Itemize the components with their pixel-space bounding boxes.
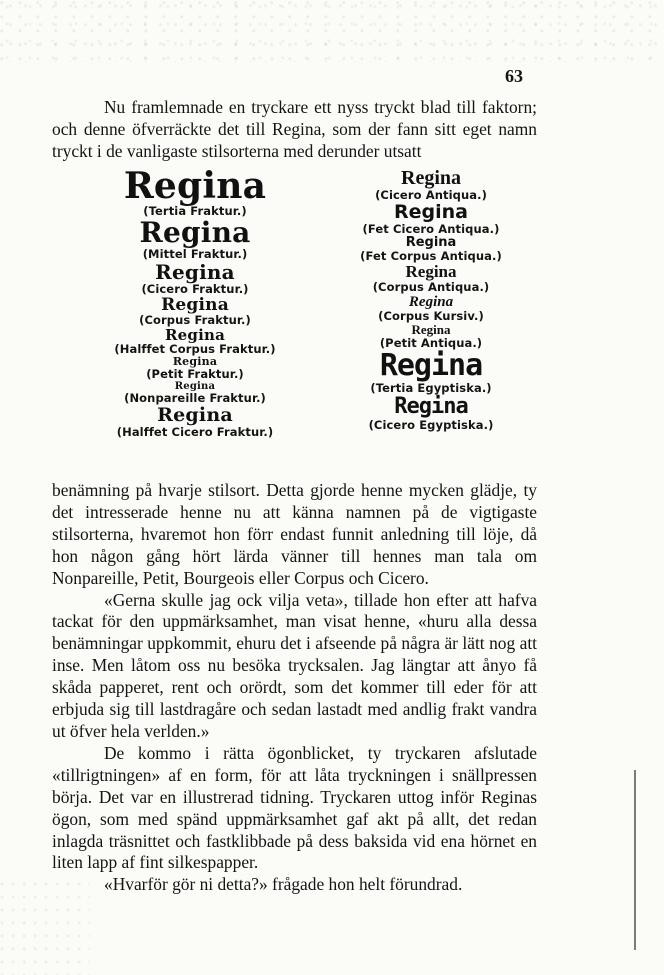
specimen-corpus-kursiv: Regina <box>408 294 454 310</box>
specimen-fet-cicero-antiqua: Regina <box>394 201 468 223</box>
fraktur-specimen-column <box>100 167 290 439</box>
specimen-label-cicero-antiqua: (Cicero Antiqua.) <box>375 188 487 202</box>
page-edge-line <box>634 770 636 950</box>
specimen-label-tertia-fraktur: (Tertia Fraktur.) <box>143 204 247 218</box>
specimen-label-nonpareille-fraktur: (Nonpareille Fraktur.) <box>124 391 266 405</box>
type-specimen-list <box>100 167 540 473</box>
specimen-corpus-fraktur: Regina <box>161 295 229 315</box>
paragraph-continuation: benämning på hvarje stilsort. Detta gjorde henne mycken glädje, ty det intresserade henne nu att känna namnen på de vigtigaste stilsorterna, hvaremot hon förr endast funnit anledning till löje, då hon någon gång hört lärda vänner till hennes man tala om Nonpareille, Petit, Bourgeois eller Corpus och Cicero. <box>52 480 537 588</box>
specimen-label-petit-fraktur: (Petit Fraktur.) <box>146 367 244 381</box>
specimen-label-petit-antiqua: (Petit Antiqua.) <box>379 336 483 350</box>
specimen-label-halffet-corpus-fraktur: (Halffet Corpus Fraktur.) <box>114 342 276 356</box>
specimen-label-fet-cicero-antiqua: (Fet Cicero Antiqua.) <box>362 222 500 236</box>
specimen-label-cicero-egyptiska: (Cicero Egyptiska.) <box>368 418 494 432</box>
specimen-label-corpus-antiqua: (Corpus Antiqua.) <box>372 280 490 294</box>
specimen-mittel-fraktur: Regina <box>139 216 251 249</box>
specimen-label-corpus-fraktur: (Corpus Fraktur.) <box>139 313 251 327</box>
specimen-label-mittel-fraktur: (Mittel Fraktur.) <box>142 247 248 261</box>
opening-paragraph: Nu framlemnade en tryckare ett nyss tryckt blad till faktorn; och denne öfverräckte det till Regina, som der fann sitt eget namn tryckt i de vanligaste stilsorterna med derunder utsatt <box>52 97 537 161</box>
specimen-label-fet-corpus-antiqua: (Fet Corpus Antiqua.) <box>360 249 502 263</box>
specimen-tertia-fraktur: Regina <box>123 165 267 207</box>
specimen-halffet-cicero-fraktur: Regina <box>157 404 233 426</box>
specimen-label-cicero-fraktur: (Cicero Fraktur.) <box>141 282 249 296</box>
paragraph-printing-room: De kommo i rätta ögonblicket, ty tryckaren afslutade «tillrigtningen» af en form, för att låta tryckningen i snällpressen börja. Det var en illustrerad tidning. Tryckaren uttog inför Reginas ögon, som med spänd uppmärksamhet gaf akt på allt, det redan inlagda träsnittet och fastklibbade på dess baksida vid ena hörnet en liten lapp af fint silkespapper. <box>52 742 537 873</box>
specimen-cicero-fraktur: Regina <box>155 260 235 284</box>
page-number: 63 <box>505 66 523 86</box>
specimen-label-halffet-cicero-fraktur: (Halffet Cicero Fraktur.) <box>116 425 274 439</box>
paragraph-question: «Hvarför gör ni detta?» frågade hon helt förundrad. <box>104 874 463 895</box>
body-text-block <box>52 480 537 896</box>
specimen-cicero-egyptiska: Regina <box>394 394 468 419</box>
specimen-label-corpus-kursiv: (Corpus Kursiv.) <box>378 309 484 323</box>
paragraph-regina-request: «Gerna skulle jag ock vilja veta», tillade hon efter att hafva tackat för den uppmärksamhet, man visat henne, «huru alla dessa benämningar uppkommit, ehuru det i afseende på några är lätt nog att inse. Men låtom oss nu besöka trycksalen. Jag längtar att ånyo få skåda papperet, rent och orördt, som det kommer till eder för att erbjuda sig till lastdragåre och sedan lastadt med andlig frakt vandra ut öfver hela verlden.» <box>52 589 537 741</box>
antiqua-specimen-column <box>336 167 526 432</box>
specimen-petit-antiqua: Regina <box>411 322 451 337</box>
top-print-speckle <box>0 0 664 62</box>
specimen-corpus-antiqua: Regina <box>405 262 457 281</box>
specimen-tertia-egyptiska: Regina <box>379 348 483 383</box>
specimen-nonpareille-fraktur: Regina <box>174 381 216 392</box>
specimen-petit-fraktur: Regina <box>172 355 218 368</box>
specimen-cicero-antiqua: Regina <box>401 167 461 189</box>
specimen-label-tertia-egyptiska: (Tertia Egyptiska.) <box>370 381 492 395</box>
specimen-fet-corpus-antiqua: Regina <box>405 235 457 250</box>
opening-paragraph-block <box>52 97 537 163</box>
specimen-halffet-corpus-fraktur: Regina <box>164 326 226 344</box>
